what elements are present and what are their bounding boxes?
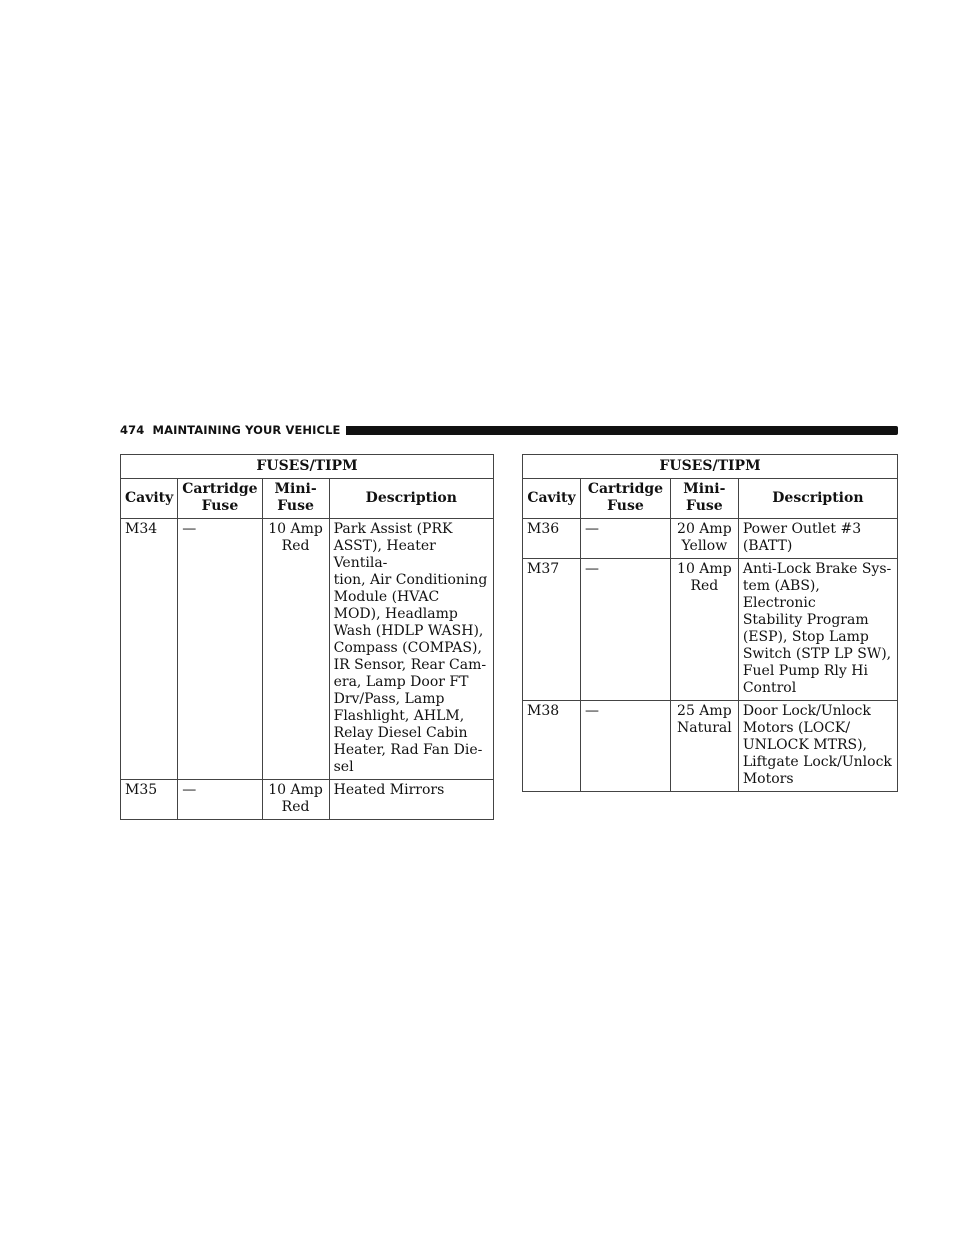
description-line: ASST), Heater Ventila- [333,538,436,571]
header-mini-fuse-line: Fuse [686,498,723,514]
mini-fuse-line: 10 Amp [677,561,732,577]
mini-fuse-line: Yellow [681,538,728,554]
page-number: 474 [120,423,145,437]
table-header-row [121,479,494,519]
header-mini-fuse-line: Mini- [274,481,317,497]
description-line: Switch (STP LP SW), [742,646,892,662]
cartridge-cell: — [178,780,262,820]
table-title: FUSES/TIPM [523,455,898,479]
table-row [523,519,898,559]
header-mini-fuse-line: Fuse [277,498,314,514]
header-description-line: Description [772,489,864,506]
description-cell [329,519,493,780]
description-line: sel [333,759,354,775]
header-mini-fuse [670,479,738,519]
description-line: Park Assist (PRK [333,521,453,537]
cartridge-cell: — [178,519,262,780]
table-row [121,780,494,820]
header-rule [346,426,898,435]
header-description [329,479,493,519]
mini-fuse-cell [262,519,329,780]
cavity-cell: M37 [523,559,581,701]
page-header [120,422,898,438]
header-description [738,479,897,519]
mini-fuse-line: 10 Amp [268,521,323,537]
mini-fuse-line: 10 Amp [268,782,323,798]
header-description-line: Description [365,489,457,506]
header-cavity [523,479,581,519]
fuse-table-left [120,454,494,820]
table-row [523,559,898,701]
section-title: MAINTAINING YOUR VEHICLE [152,423,341,437]
description-line: Flashlight, AHLM, [333,708,465,724]
cavity-cell: M38 [523,701,581,792]
description-line: MOD), Headlamp [333,606,458,622]
header-cartridge-fuse-line: Fuse [201,498,239,514]
description-line: Motors [742,771,794,787]
header-mini-fuse-line: Mini- [683,481,726,497]
header-cavity [121,479,178,519]
description-line: Compass (COMPAS), [333,640,482,656]
description-line: Drv/Pass, Lamp [333,691,445,707]
header-cartridge-fuse-line: Fuse [607,498,644,514]
cartridge-cell: — [580,559,670,701]
cartridge-cell: — [580,519,670,559]
description-cell [738,559,897,701]
description-cell [738,701,897,792]
description-cell [329,780,493,820]
table-row [121,519,494,780]
mini-fuse-line: 20 Amp [677,521,732,537]
header-cartridge-fuse [178,479,262,519]
description-line: Door Lock/Unlock [742,703,871,719]
table-row [523,701,898,792]
cartridge-cell: — [580,701,670,792]
fuse-table-right [522,454,898,792]
mini-fuse-cell [670,519,738,559]
description-line: Anti-Lock Brake Sys- [742,561,892,577]
header-cavity-line: Cavity [125,489,174,506]
description-line: Fuel Pump Rly Hi [742,663,868,679]
description-line: Stability Program [742,612,869,628]
description-line: Motors (LOCK/ [742,720,851,736]
table-title-row [523,455,898,479]
cavity-cell: M34 [121,519,178,780]
header-cartridge-fuse-line: Cartridge [182,481,258,497]
header-cavity-line: Cavity [527,489,576,506]
description-line: IR Sensor, Rear Cam- [333,657,487,673]
mini-fuse-line: Red [690,578,719,594]
header-cartridge-fuse [580,479,670,519]
mini-fuse-cell [670,701,738,792]
mini-fuse-line: 25 Amp [677,703,732,719]
table-title-row [121,455,494,479]
page-header-text [120,423,340,437]
table-title: FUSES/TIPM [121,455,494,479]
description-line: (BATT) [742,538,793,554]
description-line: tion, Air Conditioning [333,572,488,588]
description-line: Heater, Rad Fan Die- [333,742,483,758]
description-line: tem (ABS), Electronic [742,578,820,611]
header-cartridge-fuse-line: Cartridge [587,481,664,497]
header-mini-fuse [262,479,329,519]
description-cell [738,519,897,559]
description-line: Power Outlet #3 [742,521,862,537]
description-line: Liftgate Lock/Unlock [742,754,892,770]
description-line: Heated Mirrors [333,782,445,798]
table-header-row [523,479,898,519]
mini-fuse-cell [670,559,738,701]
description-line: UNLOCK MTRS), [742,737,867,753]
description-line: Relay Diesel Cabin [333,725,468,741]
description-line: Control [742,680,797,696]
description-line: era, Lamp Door FT [333,674,469,690]
mini-fuse-line: Red [281,799,310,815]
description-line: Module (HVAC [333,589,440,605]
mini-fuse-cell [262,780,329,820]
description-line: Wash (HDLP WASH), [333,623,484,639]
cavity-cell: M35 [121,780,178,820]
mini-fuse-line: Red [281,538,310,554]
mini-fuse-line: Natural [676,720,732,736]
description-line: (ESP), Stop Lamp [742,629,869,645]
cavity-cell: M36 [523,519,581,559]
